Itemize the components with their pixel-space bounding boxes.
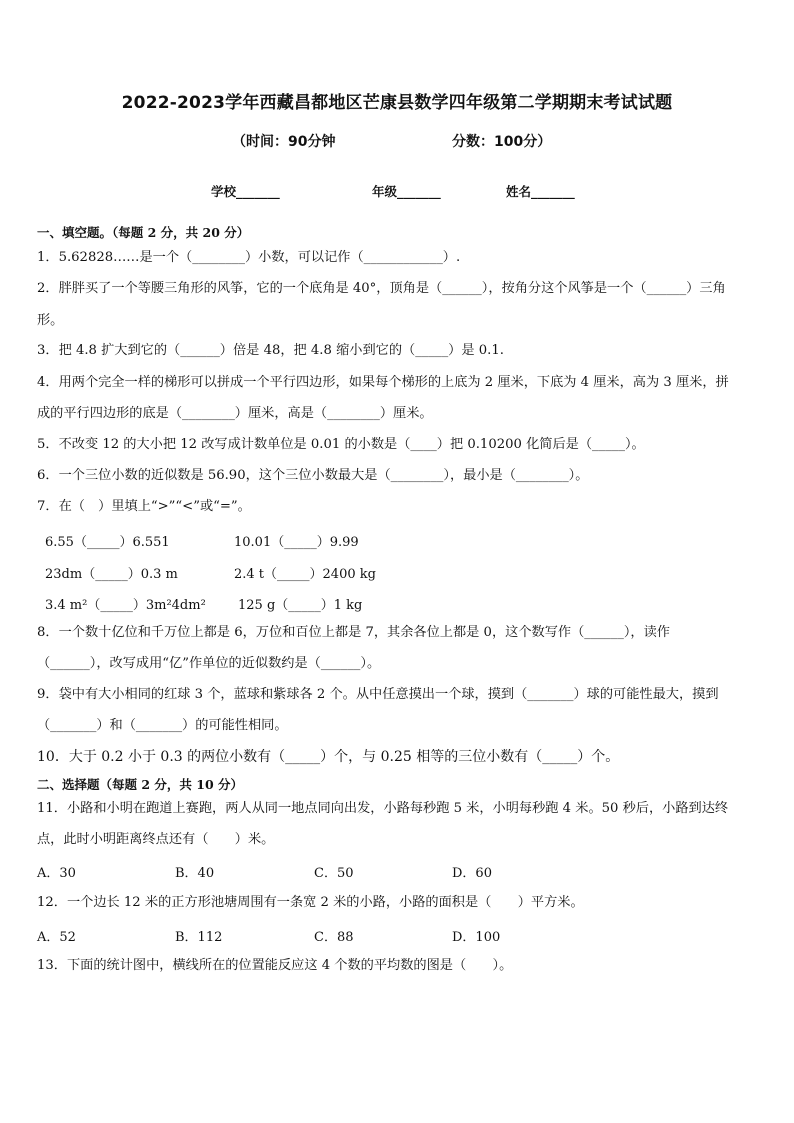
question-4-line-2: 成的平行四边形的底是（________）厘米，高是（________）厘米。 [37,406,433,421]
school-field: 学校_______ [211,184,280,199]
compare-item: 10.01（_____）9.99 [234,535,359,550]
question-11-line-1: 11．小路和小明在跑道上赛跑，两人从同一地点同向出发，小路每秒跑 5 米，小明每秒跑 4 米。50 秒后，小路到达终 [37,801,729,816]
option-a: A．30 [37,866,76,881]
exam-time: （时间：90分钟 [232,134,336,150]
question-4-line-1: 4．用两个完全一样的梯形可以拼成一个平行四边形，如果每个梯形的上底为 2 厘米，下底为 4 厘米，高为 3 厘米，拼 [37,375,729,390]
question-2-line-1: 2．胖胖买了一个等腰三角形的风筝，它的一个底角是 40°，顶角是（______），按角分这个风筝是一个（______）三角 [37,281,726,296]
question-9-line-1: 9．袋中有大小相同的红球 3 个，蓝球和紫球各 2 个。从中任意摸出一个球，摸到（_______）球的可能性最大，摸到 [37,687,719,702]
question-9-line-2: （_______）和（_______）的可能性相同。 [37,718,288,733]
question-8-line-2: （______），改写成用“亿”作单位的近似数约是（______）。 [37,656,381,671]
option-b: B．40 [175,866,215,881]
question-1: 1．5.62828……是一个（________）小数，可以记作（____________）. [37,250,461,265]
option-c: C．88 [314,930,354,945]
question-11-line-2: 点，此时小明距离终点还有（ ）米。 [37,832,275,847]
compare-item: 125 g（_____）1 kg [238,598,363,613]
question-7: 7．在（ ）里填上“>”“<”或“=”。 [37,499,251,514]
question-10: 10．大于 0.2 小于 0.3 的两位小数有（_____）个，与 0.25 相等的三位小数有（_____）个。 [37,749,620,765]
exam-title: 2022-2023学年西藏昌都地区芒康县数学四年级第二学期期末考试试题 [121,93,673,113]
question-5: 5．不改变 12 的大小把 12 改写成计数单位是 0.01 的小数是（____）把 0.10200 化简后是（_____）。 [37,437,645,452]
compare-item: 23dm（_____）0.3 m [45,567,178,582]
option-d: D．60 [452,866,492,881]
name-field: 姓名_______ [506,184,575,199]
exam-score: 分数：100分） [452,134,552,150]
question-3: 3．把 4.8 扩大到它的（______）倍是 48，把 4.8 缩小到它的（_____）是 0.1. [37,343,504,358]
compare-item: 2.4 t（_____）2400 kg [234,567,376,582]
section-heading-fill-in: 一、填空题。（每题 2 分，共 20 分） [37,225,250,240]
option-b: B．112 [175,930,223,945]
grade-field: 年级_______ [372,184,441,199]
question-2-line-2: 形。 [37,313,64,328]
option-a: A．52 [37,930,76,945]
option-d: D．100 [452,930,501,945]
question-13: 13．下面的统计图中，横线所在的位置能反应这 4 个数的平均数的图是（ ）。 [37,958,513,973]
question-8-line-1: 8．一个数十亿位和千万位上都是 6，万位和百位上都是 7，其余各位上都是 0，这个数写作（______），读作 [37,625,670,640]
question-6: 6．一个三位小数的近似数是 56.90，这个三位小数最大是（________），最小是（________）。 [37,468,589,483]
compare-item: 3.4 m²（_____）3m²4dm² [45,598,206,613]
option-c: C．50 [314,866,354,881]
compare-item: 6.55（_____）6.551 [45,535,170,550]
question-12: 12．一个边长 12 米的正方形池塘周围有一条宽 2 米的小路，小路的面积是（ ）平方米。 [37,895,584,910]
section-heading-choice: 二、选择题（每题 2 分，共 10 分） [37,777,244,792]
